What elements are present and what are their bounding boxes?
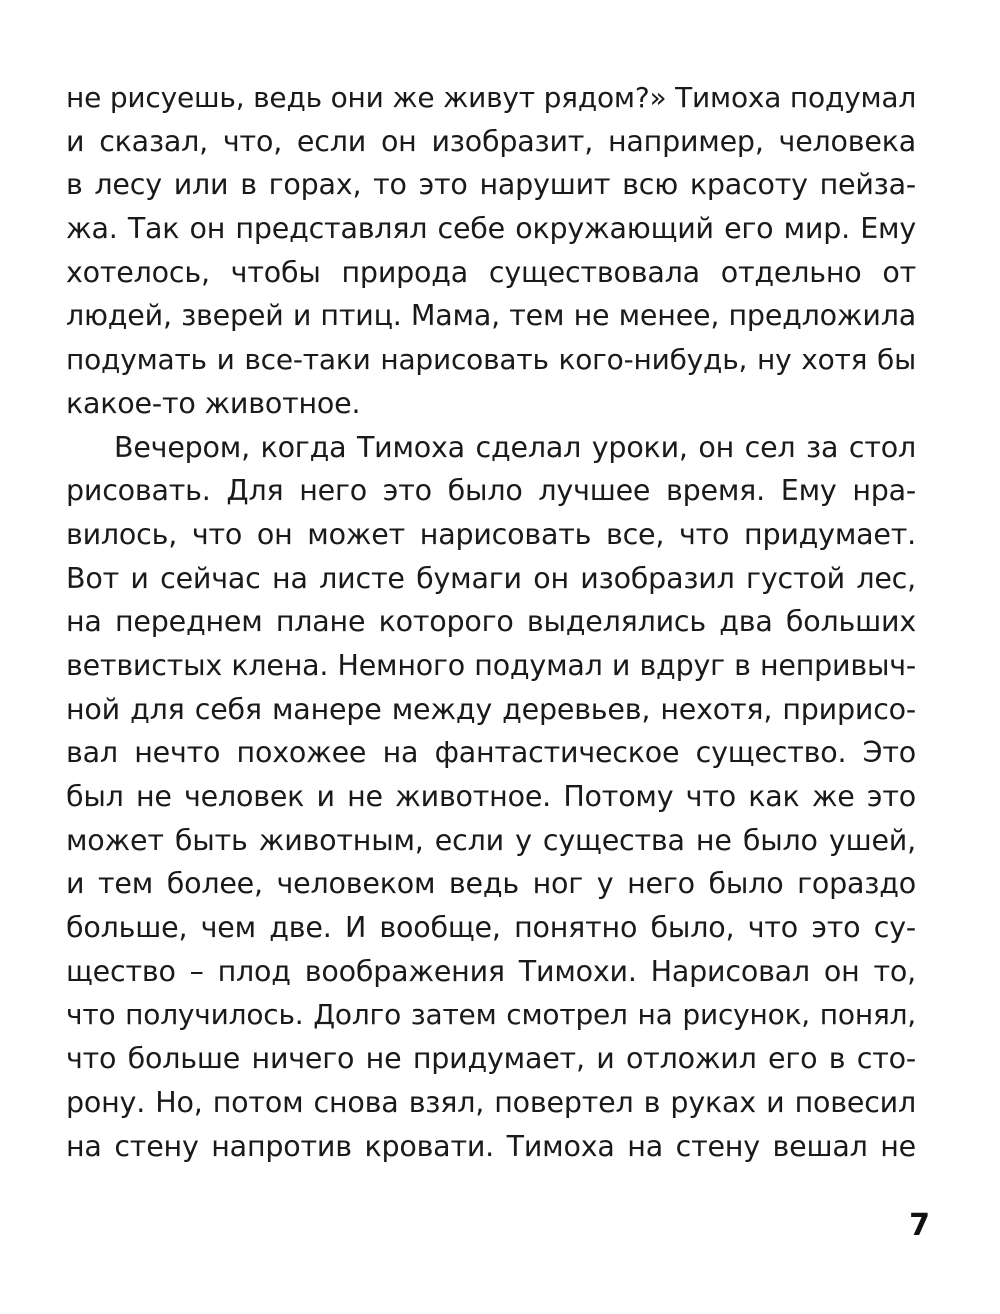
page-body-text <box>66 76 916 1168</box>
text-line: на переднем плане которого выделялись два больших <box>66 605 916 639</box>
text-line: щество – плод воображения Тимохи. Нарисовал он то, <box>66 954 916 988</box>
text-line: что больше ничего не придумает, и отложил его в сто- <box>66 1042 916 1076</box>
text-line: в лесу или в горах, то это нарушит всю красоту пейза- <box>66 168 916 202</box>
text-line: и тем более, человеком ведь ног у него было гораздо <box>66 867 916 901</box>
page-number: 7 <box>909 1208 930 1243</box>
text-line: Вот и сейчас на листе бумаги он изобразил густой лес, <box>66 561 916 595</box>
text-line: Вечером, когда Тимоха сделал уроки, он сел за стол <box>114 430 916 464</box>
text-line: людей, зверей и птиц. Мама, тем не менее, предложила <box>66 299 916 333</box>
text-line: какое-то животное. <box>66 386 361 420</box>
text-line: что получилось. Долго затем смотрел на рисунок, понял, <box>66 998 916 1032</box>
text-line: не рисуешь, ведь они же живут рядом?» Тимоха подумал <box>66 81 917 114</box>
text-line: хотелось, чтобы природа существовала отдельно от <box>66 255 916 289</box>
text-line: больше, чем две. И вообще, понятно было, что это су- <box>66 911 916 945</box>
text-line: ветвистых клена. Немного подумал и вдруг в непривыч- <box>66 648 916 682</box>
text-line: вилось, что он может нарисовать все, что придумает. <box>66 517 916 551</box>
text-line: был не человек и не животное. Потому что как же это <box>66 780 916 813</box>
text-line: может быть животным, если у существа не было ушей, <box>66 823 916 857</box>
text-line: рону. Но, потом снова взял, повертел в руках и повесил <box>66 1085 916 1119</box>
text-line: рисовать. Для него это было лучшее время. Ему нра- <box>66 474 916 508</box>
text-line: и сказал, что, если он изобразит, например, человека <box>66 124 916 158</box>
text-line: ной для себя манере между деревьев, нехотя, пририсо- <box>66 692 916 726</box>
paragraph-1 <box>66 76 916 426</box>
text-line: вал нечто похожее на фантастическое существо. Это <box>66 736 916 770</box>
text-line: на стену напротив кровати. Тимоха на стену вешал не <box>66 1129 916 1163</box>
paragraph-2 <box>66 426 916 1169</box>
text-line: подумать и все-таки нарисовать кого-нибудь, ну хотя бы <box>66 343 916 377</box>
text-line: жа. Так он представлял себе окружающий его мир. Ему <box>66 212 916 246</box>
